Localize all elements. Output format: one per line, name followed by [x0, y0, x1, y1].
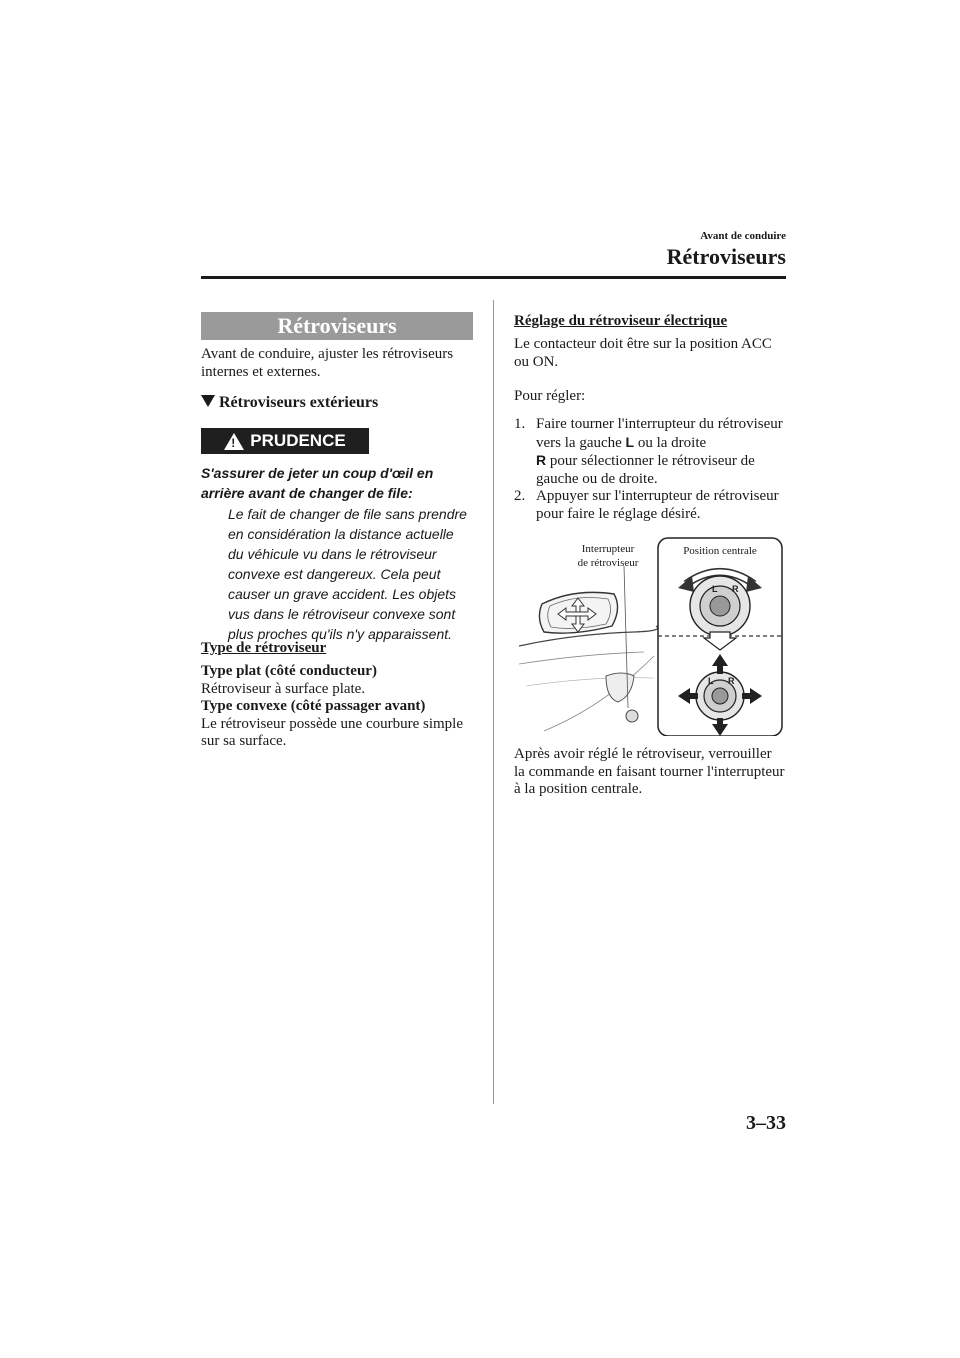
section-title: Rétroviseurs: [201, 312, 473, 340]
caution-banner: [201, 428, 369, 454]
column-divider: [493, 300, 494, 1104]
section-header: Avant de conduire: [700, 230, 786, 242]
step-1-text-b: ou la droite: [637, 434, 707, 451]
subheading-exterior-mirrors: [201, 394, 378, 412]
triangle-bullet-icon: [201, 395, 215, 407]
page-number: 3–33: [746, 1112, 786, 1134]
warning-triangle-icon: !: [224, 433, 244, 450]
knob-bottom-L: L: [708, 676, 714, 686]
knob-top-R: R: [732, 584, 739, 594]
mirror-type-heading: Type de rétroviseur: [201, 640, 327, 656]
knob-bottom-R: R: [728, 676, 735, 686]
step-1-text-c: pour sélectionner le rétroviseur de gauche ou de droite.: [536, 453, 755, 487]
intro-paragraph: Avant de conduire, ajuster les rétroviseurs internes et externes.: [201, 346, 454, 380]
mirror-type-list: [201, 663, 476, 751]
chapter-header: Rétroviseurs: [666, 244, 786, 269]
step-1-text-a: Faire tourner l'interrupteur du rétroviseur vers la gauche: [536, 416, 783, 451]
warning-body: Le fait de changer de file sans prendre en considération la distance actuelle du véhicule vu dans le rétroviseur convexe est dangereux. Cela peut causer un grave accident. Les objets vus dans le rétroviseur convexe sont plus proches qu'ils n'y apparaissent.: [228, 506, 467, 642]
mirror-switch-figure: [514, 536, 786, 736]
step-1: [514, 416, 786, 488]
header-rule: [201, 276, 786, 279]
step-2-number: 2.: [514, 488, 526, 504]
subheading-label: Rétroviseurs extérieurs: [219, 394, 379, 411]
step-1-number: 1.: [514, 416, 526, 432]
steps-list: [514, 416, 786, 523]
flat-type-heading: Type plat (côté conducteur): [201, 663, 377, 679]
to-adjust-label: Pour régler:: [514, 388, 586, 404]
left-glyph: L: [625, 433, 635, 450]
mirror-switch-illustration: [514, 536, 786, 736]
convex-type-text: Le rétroviseur possède une courbure simple sur sa surface.: [201, 715, 463, 749]
knob-top-L: L: [712, 584, 718, 594]
label-switch-line2: de rétroviseur: [577, 557, 639, 569]
power-mirror-heading: Réglage du rétroviseur électrique: [514, 313, 728, 329]
label-center-position: Position centrale: [683, 545, 757, 557]
convex-type-heading: Type convexe (côté passager avant): [201, 698, 426, 714]
step-2-text: Appuyer sur l'interrupteur de rétroviseur pour faire le réglage désiré.: [536, 488, 779, 522]
step-2: [514, 488, 786, 523]
label-switch-line1: Interrupteur: [581, 543, 635, 555]
right-glyph: R: [536, 452, 547, 468]
after-adjust-paragraph: Après avoir réglé le rétroviseur, verrouiller la commande en faisant tourner l'interrupteur à la position centrale.: [514, 746, 785, 797]
warning-heading: S'assurer de jeter un coup d'œil en arrière avant de changer de file:: [201, 465, 434, 501]
flat-type-text: Rétroviseur à surface plate.: [201, 680, 366, 697]
ignition-paragraph: Le contacteur doit être sur la position ACC ou ON.: [514, 336, 772, 370]
caution-label: PRUDENCE: [250, 431, 346, 450]
knob-top-icon: [690, 576, 750, 636]
